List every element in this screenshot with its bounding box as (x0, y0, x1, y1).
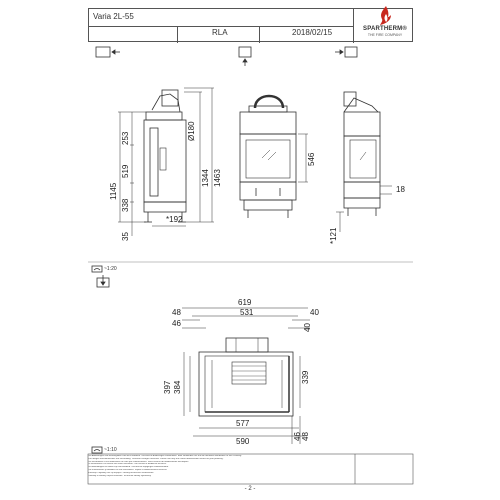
view-left-icon (96, 47, 120, 57)
dim-35: 35 (121, 232, 130, 241)
disclaimer-line: De afbeeldingen en maten zijn niet bindend. Technische wijzigingen voorbehouden. (88, 466, 169, 469)
dim-397: 397 (163, 380, 172, 394)
dim-1463: 1463 (213, 169, 222, 187)
plan-view (199, 338, 293, 416)
disclaimer-line: Les illustrations et les dimensions ne sont pas contractuelles. Sous réserve de modifications techniques. (88, 460, 189, 463)
variant-label: RLA (212, 28, 228, 37)
dim-1344: 1344 (201, 169, 210, 187)
disclaimer-line: Die Abbildungen und Maßangaben sind nicht bindend. Technische Änderungen vorbehalten. Bitte verwenden Sie nur die aktuellen Maßblätter für Ihre Planung. (88, 455, 242, 457)
footer-disclaimer (88, 455, 413, 483)
dim-46-bottom: 46 (293, 432, 302, 441)
side-view-right (344, 92, 380, 216)
view-right-icon (335, 47, 357, 57)
dim-18: 18 (396, 185, 405, 194)
dim-338: 338 (121, 198, 130, 212)
side-view-left (144, 90, 186, 222)
brand-registered-mark: ® (402, 26, 407, 32)
dim-192: *192 (166, 215, 183, 224)
disclaimer-line: Ilustracje i wymiary nie są wiążące. Zmiany techniczne zastrzeżone. (88, 471, 154, 474)
brand-tagline: THE FIRE COMPANY (367, 33, 403, 37)
dim-48-left: 48 (172, 308, 181, 317)
section-icon (97, 275, 109, 287)
dim-577: 577 (236, 419, 250, 428)
disclaimer-line: The images and dimensions are not binding. Technical changes reserved. Please use only the current dimensional sheets for your planning. (88, 457, 224, 460)
dim-40-side: 40 (303, 323, 312, 332)
scale-icon-bottom (92, 447, 102, 453)
brand-name: SPARTHERM (363, 26, 403, 32)
dim-619: 619 (238, 298, 252, 307)
disclaimer-line: Las ilustraciones y medidas no son vinculantes. Sujeto a modificaciones técnicas. (88, 468, 168, 471)
dim-48-bottom: 48 (301, 432, 310, 441)
model-name: Varia 2L-55 (93, 12, 134, 21)
disclaimer-line: Le illustrazioni e le misure non sono vincolanti. Con riserva di modifiche tecniche. (88, 463, 167, 466)
dim-253: 253 (121, 131, 130, 145)
dim-121: *121 (329, 227, 338, 244)
dim-180-diameter: Ø180 (187, 121, 196, 141)
dim-546: 546 (307, 152, 316, 166)
scale-label-bottom: ~1:10 (104, 447, 117, 453)
dim-384: 384 (173, 380, 182, 394)
dim-40-top: 40 (310, 308, 319, 317)
dim-519: 519 (121, 164, 130, 178)
dim-590: 590 (236, 437, 250, 446)
dim-531: 531 (240, 308, 254, 317)
disclaimer-line: Obrázky a rozměry nejsou závazné. Technické změny vyhrazeny. (88, 474, 152, 477)
dim-46-left: 46 (172, 319, 181, 328)
front-view (240, 96, 296, 218)
scale-icon-top (92, 266, 102, 272)
page-number: - 2 - (244, 486, 256, 492)
dim-1145: 1145 (109, 182, 118, 200)
dim-339: 339 (301, 370, 310, 384)
view-front-icon (239, 47, 251, 66)
drawing-date: 2018/02/15 (292, 28, 333, 37)
scale-label-top: ~1:20 (104, 266, 117, 272)
